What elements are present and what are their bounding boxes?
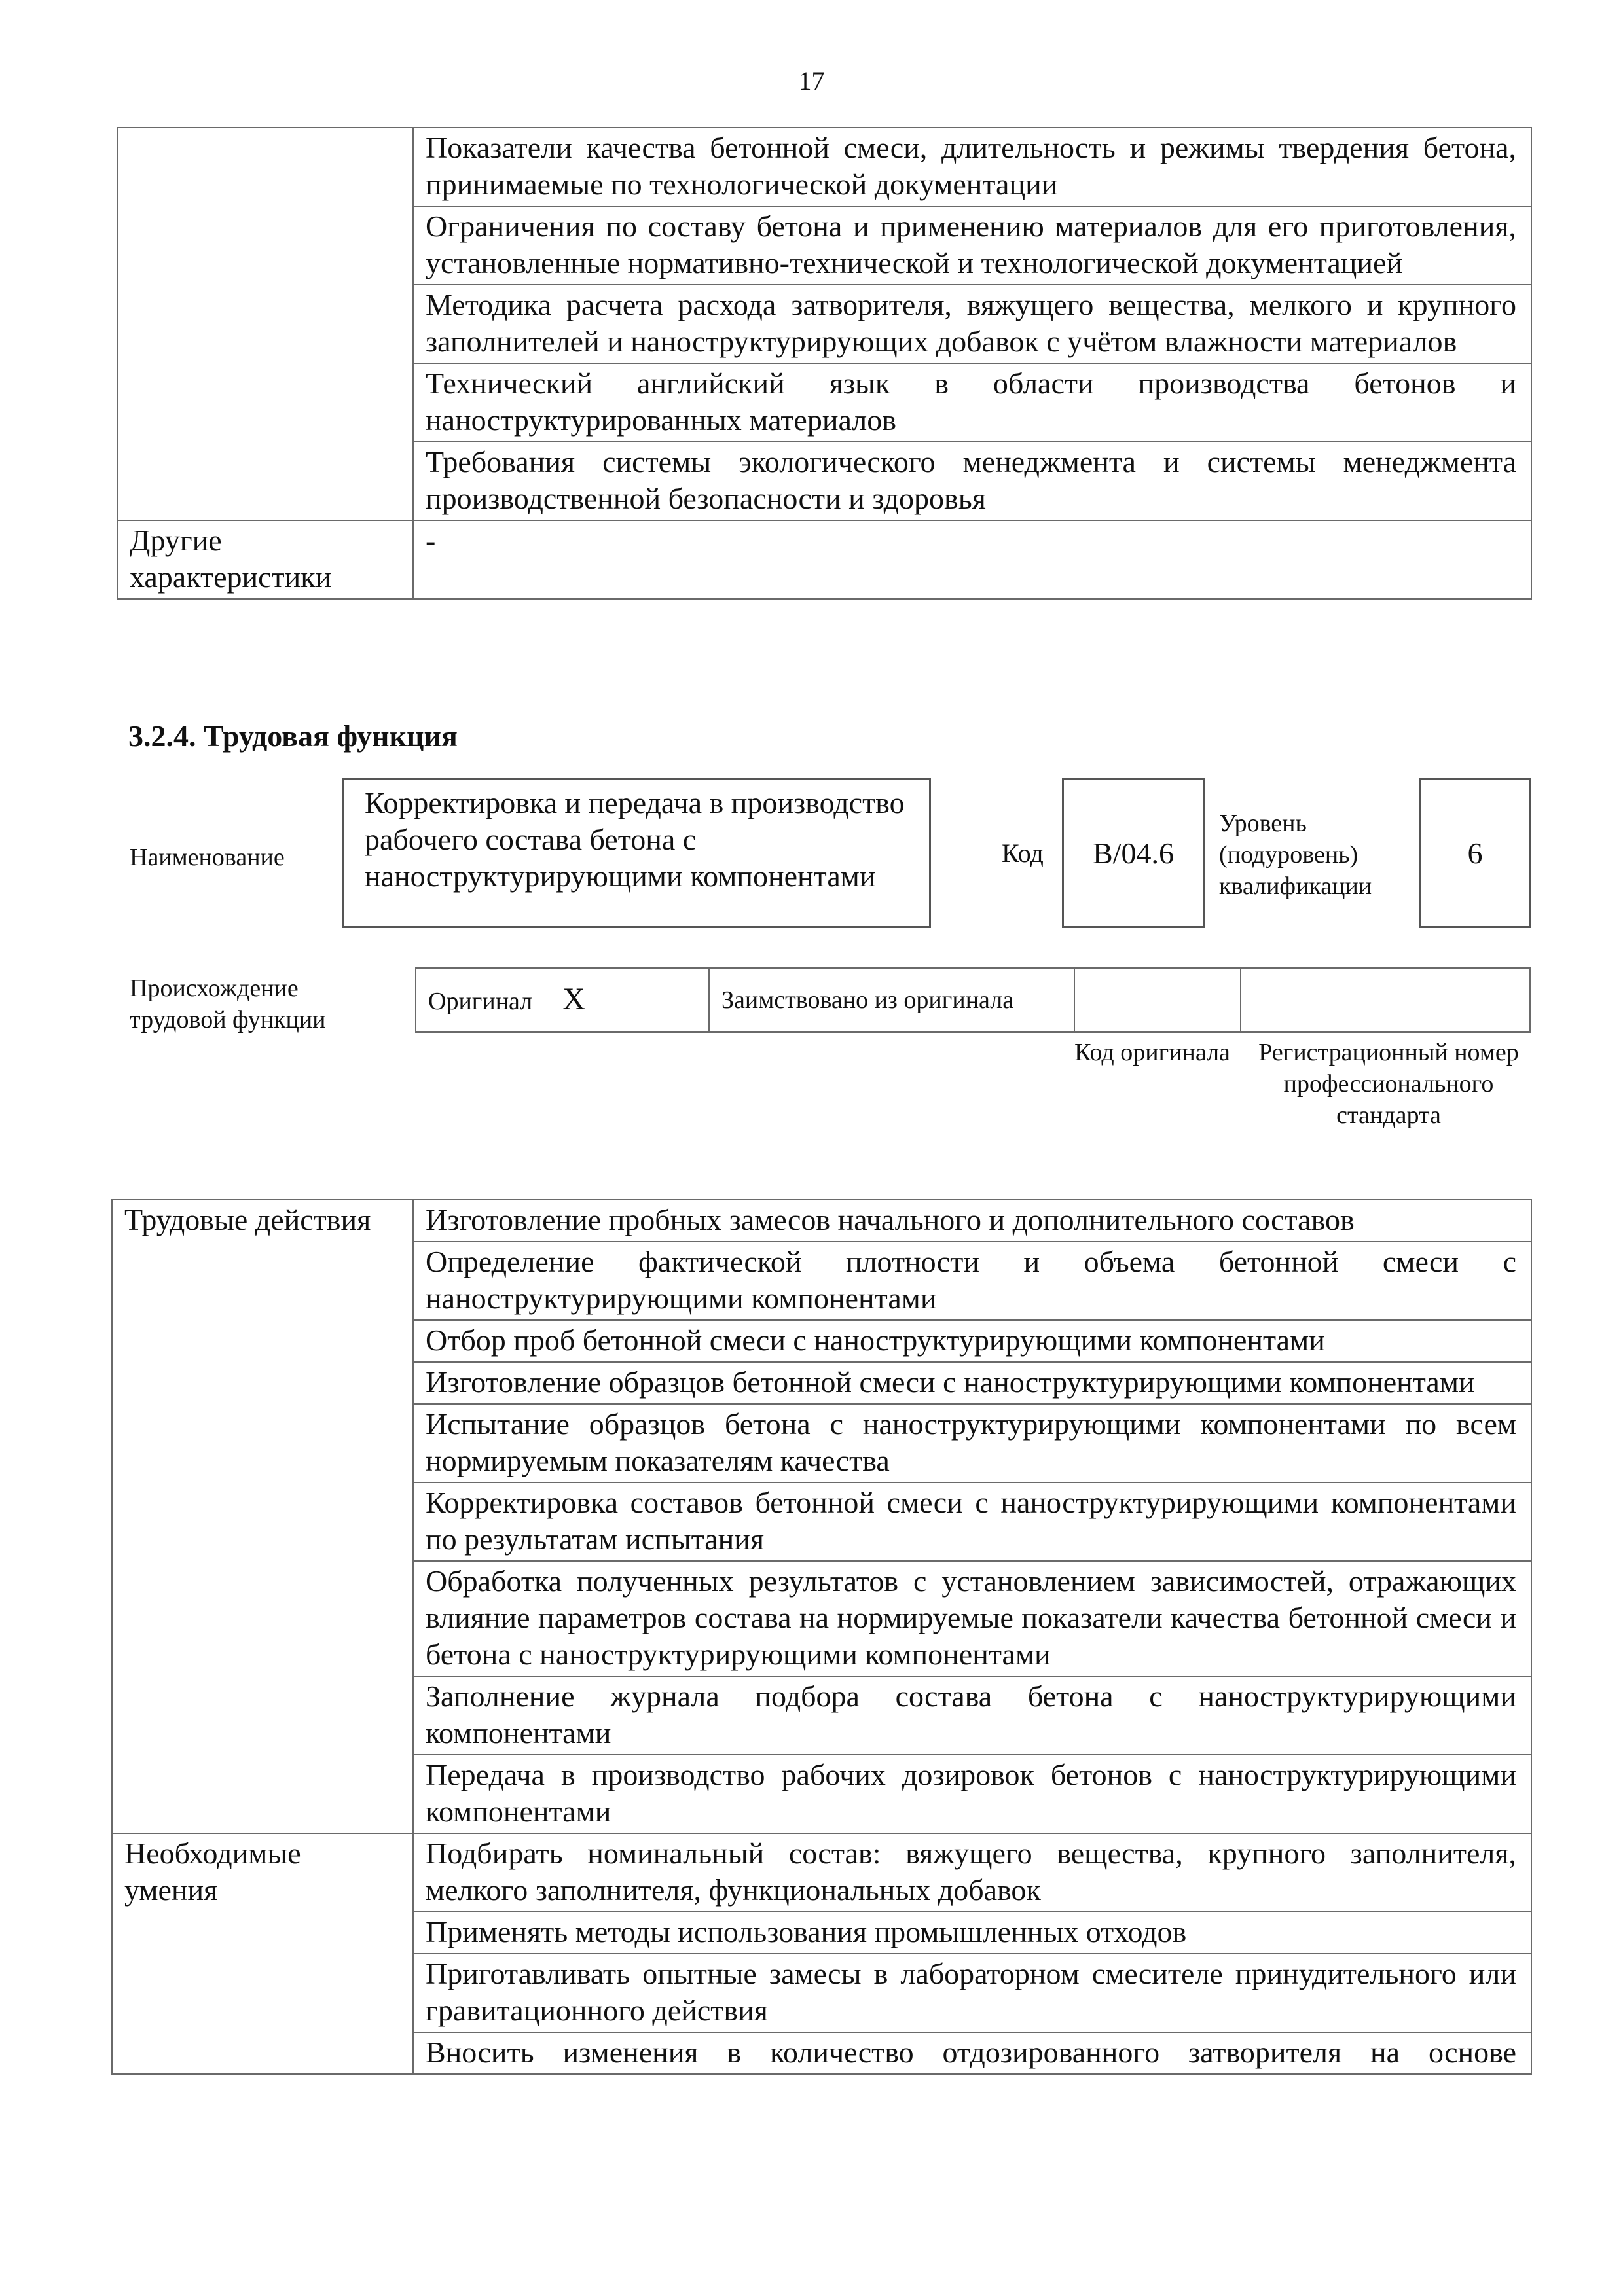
original-code-caption: Код оригинала: [1074, 1039, 1230, 1066]
table-cell: Отбор проб бетонной смеси с наноструктурирующими компонентами: [413, 1320, 1531, 1362]
empty-label-cell: [117, 128, 413, 520]
table-row: [112, 1833, 1531, 1912]
labor-actions-label: Трудовые действия: [112, 1200, 413, 1833]
table-cell: Корректировка составов бетонной смеси с наноструктурирующими компонентами по результатам испытания: [413, 1482, 1531, 1561]
table-row: [117, 128, 1531, 206]
labor-function-table: [111, 1199, 1532, 2075]
table-row: [117, 520, 1531, 599]
other-characteristics-value: -: [413, 520, 1531, 599]
table-cell: Подбирать номинальный состав: вяжущего вещества, крупного заполнителя, мелкого заполнителя, функциональных добавок: [413, 1833, 1531, 1912]
table-cell: Испытание образцов бетона с наноструктурирующими компонентами по всем нормируемым показателям качества: [413, 1404, 1531, 1482]
borrowed-label: Заимствовано из оригинала: [709, 968, 1074, 1032]
original-code-cell: [1074, 968, 1241, 1032]
table-cell: Применять методы использования промышленных отходов: [413, 1912, 1531, 1954]
table-cell: Ограничения по составу бетона и применению материалов для его приготовления, установленные нормативно-технической и технологической документацией: [413, 206, 1531, 285]
table-cell: Обработка полученных результатов с установлением зависимостей, отражающих влияние параметров состава на нормируемые показатели качества бетонной смеси и бетона с наноструктурирующими компонентами: [413, 1561, 1531, 1676]
table-cell: Передача в производство рабочих дозировок бетонов с наноструктурирующими компонентами: [413, 1755, 1531, 1833]
function-code-box: B/04.6: [1062, 778, 1205, 928]
table-cell: Изготовление пробных замесов начального и дополнительного составов: [413, 1200, 1531, 1242]
required-skills-label: Необходимые умения: [112, 1833, 413, 2074]
code-label: Код: [1002, 838, 1044, 868]
table-cell: Определение фактической плотности и объема бетонной смеси с наноструктурирующими компонентами: [413, 1242, 1531, 1320]
original-cell: [416, 968, 709, 1032]
page-number: 17: [798, 66, 825, 96]
table-cell: Технический английский язык в области производства бетонов и наноструктурированных материалов: [413, 363, 1531, 442]
table-cell: Заполнение журнала подбора состава бетона с наноструктурирующими компонентами: [413, 1676, 1531, 1755]
table-cell: Вносить изменения в количество отдозированного затворителя на основе: [413, 2032, 1531, 2074]
qualification-level-label: Уровень (подуровень) квалификации: [1219, 810, 1372, 900]
origin-label: Происхождение трудовой функции: [130, 975, 326, 1033]
table-cell: Приготавливать опытные замесы в лабораторном смесителе принудительного или гравитационного действия: [413, 1954, 1531, 2032]
original-mark: X: [562, 981, 585, 1016]
table-cell: Показатели качества бетонной смеси, длительность и режимы твердения бетона, принимаемые по технологической документации: [413, 128, 1531, 206]
registration-number-caption: Регистрационный номер профессионального стандарта: [1258, 1039, 1519, 1129]
table-cell: Требования системы экологического менеджмента и системы менеджмента производственной безопасности и здоровья: [413, 442, 1531, 520]
qualification-level-box: 6: [1419, 778, 1531, 928]
section-heading: 3.2.4. Трудовая функция: [128, 719, 458, 753]
name-label: Наименование: [130, 844, 285, 871]
origin-table: [415, 967, 1531, 1033]
other-characteristics-label: Другие характеристики: [117, 520, 413, 599]
knowledge-table-continued: [117, 127, 1532, 600]
table-cell: Методика расчета расхода затворителя, вяжущего вещества, мелкого и крупного заполнителей и наноструктурирующих добавок с учётом влажности материалов: [413, 285, 1531, 363]
table-row: [112, 1200, 1531, 1242]
table-cell: Изготовление образцов бетонной смеси с наноструктурирующими компонентами: [413, 1362, 1531, 1404]
original-label: Оригинал: [428, 987, 533, 1015]
table-row: [416, 968, 1530, 1032]
function-name-box: Корректировка и передача в производство рабочего состава бетона с наноструктурирующими компонентами: [342, 778, 931, 928]
registration-number-cell: [1241, 968, 1530, 1032]
